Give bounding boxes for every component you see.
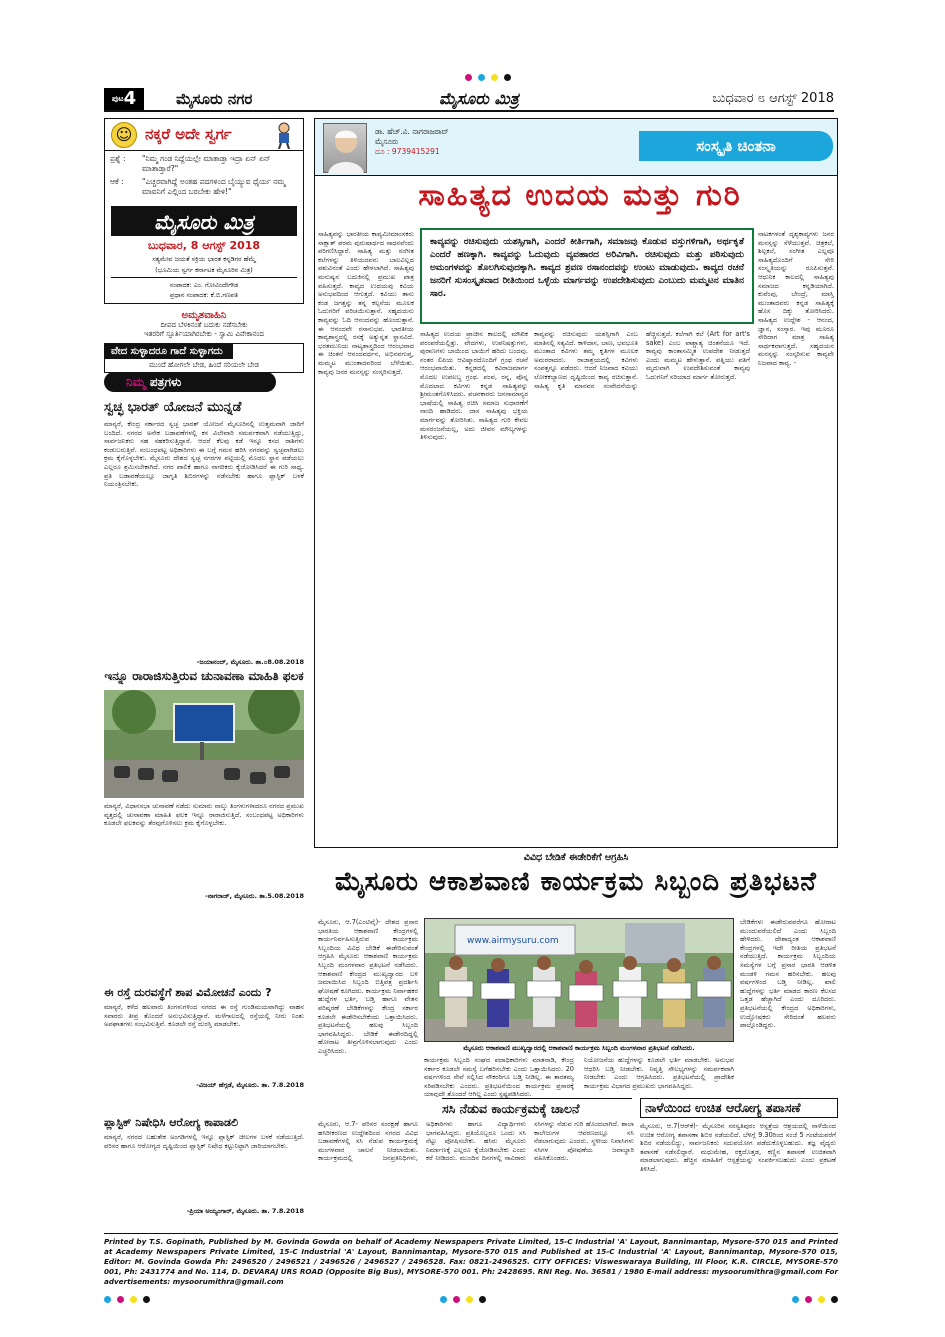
letter-4 (104, 1116, 304, 1216)
proverb-text: ಮುಂದೆ ಹೋಗಲೇ ಬೇಡ, ಹಿಂದೆ ಸರಿಯಲೇ ಬೇಡ (149, 361, 259, 369)
laughing-face-icon: ☺ (111, 122, 137, 148)
strike-title: ಮೈಸೂರು ಆಕಾಶವಾಣಿ ಕಾರ್ಯಕ್ರಮ ಸಿಬ್ಬಂದಿ ಪ್ರತಿಭಟನೆ (335, 867, 817, 897)
letter-4-body: ಮಾನ್ಯರೆ, ನಗರದ ಬಹುತೇಕ ಅಂಗಡಿಗಳಲ್ಲಿ ಇನ್ನೂ ಪ್ಲಾಸ್ಟಿಕ್ ಚೀಲಗಳ ಬಳಕೆ ನಡೆಯುತ್ತಿದೆ. ಪರಿಸರ ಹಾಗೂ ಆರೋಗ್ಯದ ದೃಷ್ಟಿಯಿಂದ ಪ್ಲಾಸ್ಟಿಕ್ ನಿಷೇಧ ಕಟ್ಟುನಿಟ್ಟಾಗಿ ಜಾರಿಯಾಗಬೇಕು. (104, 1133, 304, 1150)
masthead-tagline-2: (ಭೂಮಿಯ ಸ್ವರ್ಗ ಕರ್ನಾಟಕ ಮೈಸೂರಿನ ಮಿತ್ರ) (155, 266, 253, 274)
author-name: ಡಾ. ಹೆಚ್.ವಿ. ನಾಗರಾಜರಾವ್ (375, 127, 449, 136)
masthead-small: ಮೈಸೂರು ಮಿತ್ರ (439, 89, 519, 108)
article-pull-quote: ಕಾವ್ಯವನ್ನು ರಚಿಸುವುದು ಯಶಸ್ಸಿಗಾಗಿ, ಎಂದರೆ ಕೀರ್ತಿಗಾಗಿ, ಸಮಾಜವು ಕೊಡುವ ವಸ್ತುಗಳಿಗಾಗಿ, ಅರ್ಥಕೃತೆ ಎಂದರೆ ಹಣಕ್ಕಾಗಿ. ಕಾವ್ಯವನ್ನು ಓದುವುದು ವ್ಯವಹಾರದ ಅರಿವಿಗಾಗಿ. ರಚಿಸುವುದು ಮತ್ತು ಪಠಿಸುವುದು ಅಮಂಗಳವನ್ನು ತೊಲಗಿಸುವುದಕ್ಕಾಗಿ. ಕಾವ್ಯದ ಶ್ರವಣ ರಸಾನಂದವನ್ನು ಉಂಟು ಮಾಡುವುದು. ಕಾವ್ಯದ ರಚನೆ ಜನರಿಗೆ ಸುಸಂಸ್ಕೃತವಾದ ರೀತಿಯಿಂದ ಒಳ್ಳೆಯ ಮಾರ್ಗವನ್ನು ಉಪದೇಶಿಸುವುದು ಎಂಬುದು ಮಮ್ಮಟನ ಮಾತಿನ ಸಾರ. (420, 228, 754, 324)
registration-marks-bottom-right (792, 1296, 838, 1303)
nale-body: ಮೈಸೂರು, ಆ.7(ಆರ್‌ಕೆ)- ಮೈಸೂರಿನ ಸರಸ್ವತಿಪುರಂ ಆಸ್ಪತ್ರೆಯ ಆಶ್ರಯದಲ್ಲಿ ನಾಳೆಯಿಂದ ಉಚಿತ ಆರೋಗ್ಯ ತಪಾಸಣಾ ಶಿಬಿರ ನಡೆಯಲಿದೆ. ಬೆಳಿಗ್ಗೆ 9.30ರಿಂದ ಸಂಜೆ 5 ಗಂಟೆಯವರೆಗೆ ಶಿಬಿರ ನಡೆಯಲಿದ್ದು, ಸಾರ್ವಜನಿಕರು ಸದುಪಯೋಗ ಪಡೆದುಕೊಳ್ಳಬಹುದು. ತಜ್ಞ ವೈದ್ಯರು ತಪಾಸಣೆ ನಡೆಸಲಿದ್ದಾರೆ. ಮಧುಮೇಹ, ರಕ್ತದೊತ್ತಡ, ಕಣ್ಣಿನ ತಪಾಸಣೆ ಉಚಿತವಾಗಿ ಮಾಡಲಾಗುವುದು. ಹೆಚ್ಚಿನ ಮಾಹಿತಿಗೆ ಆಸ್ಪತ್ರೆಯನ್ನು ಸಂಪರ್ಕಿಸಬಹುದು ಎಂದು ಪ್ರಕಟಣೆ ತಿಳಿಸಿದೆ. (640, 1122, 836, 1173)
strike-below-2: ನಿಯೋಜನೆಯ ಹುದ್ದೆಗಳನ್ನು ಕೂಡಲೇ ಭರ್ತಿ ಮಾಡಬೇಕು. ಅನುಭವ ಆಧರಿಸಿ ಬಡ್ತಿ ನೀಡಬೇಕು. ನಿವೃತ್ತಿ ಸೌಲಭ್ಯಗಳನ್ನು ಸಮರ್ಪಕವಾಗಿ ನೀಡಬೇಕು ಎಂದು ಆಗ್ರಹಿಸಿದರು. ಪ್ರತಿಭಟನೆಯಲ್ಲಿ ಪ್ರಾದೇಶಿಕ ಕಾರ್ಯಕ್ರಮ ವಿಭಾಗದ ಪ್ರಮುಖರು ಭಾಗವಹಿಸಿದ್ದರು. (584, 1056, 734, 1090)
strike-photo (424, 918, 734, 1042)
letter-4-title: ಪ್ಲಾಸ್ಟಿಕ್ ನಿಷೇಧಿಸಿ ಆರೋಗ್ಯ ಕಾಪಾಡಲಿ (104, 1116, 238, 1129)
author-phone: ದೂ : 9739415291 (375, 147, 440, 156)
strike-headline-band (314, 850, 838, 914)
amrtavahini-box (104, 310, 304, 339)
nakkare-title: ನಕ್ಕರೆ ಅದೇ ಸ್ವರ್ಗ (145, 125, 232, 143)
proverb-title: ವೇದ ಸುಳ್ಳಾದರೂ ಗಾದೆ ಸುಳ್ಳಾಗದು (105, 344, 233, 359)
answer-label: ಆಕೆ : (110, 177, 124, 186)
article-col-2: ಸಾಹಿತ್ಯದ ಉದಯ ಪ್ರಾಚೀನ ಕಾಲದಲ್ಲಿ ಮೌಖಿಕ ಪರಂಪರೆಯಲ್ಲಿತ್ತು. ವೇದಗಳು, ಉಪನಿಷತ್ತುಗಳು, ಪುರಾಣಗಳು ಬಾಯಿಂದ ಬಾಯಿಗೆ ಹರಿದು ಬಂದವು. ನಂತರ ಲಿಪಿಯ ಆವಿಷ್ಕಾರದೊಂದಿಗೆ ಗ್ರಂಥ ರಚನೆ ಆರಂಭವಾಯಿತು. ಕನ್ನಡದಲ್ಲಿ ಕವಿರಾಜಮಾರ್ಗ ಮೊದಲ ಉಪಲಬ್ಧ ಗ್ರಂಥ. ಪಂಪ, ರನ್ನ, ಪೊನ್ನ ಮೊದಲಾದ ಕವಿಗಳು ಕನ್ನಡ ಸಾಹಿತ್ಯವನ್ನು ಶ್ರೀಮಂತಗೊಳಿಸಿದರು. ವಚನಕಾರರು ಜನಸಾಮಾನ್ಯರ ಭಾಷೆಯಲ್ಲಿ ಸಾಹಿತ್ಯ ರಚಿಸಿ ಸಮಾಜ ಸುಧಾರಣೆಗೆ ನಾಂದಿ ಹಾಡಿದರು. ದಾಸ ಸಾಹಿತ್ಯವು ಭಕ್ತಿಯ ಮಾರ್ಗವನ್ನು ತೋರಿಸಿತು. ಸಾಹಿತ್ಯದ ಗುರಿ ಕೇವಲ ಮನರಂಜನೆಯಲ್ಲ, ಅದು ಜೀವನ ಮೌಲ್ಯಗಳನ್ನು ತಿಳಿಸುವುದು. (420, 330, 528, 442)
letter-1-body: ಮಾನ್ಯರೆ, ಕೇಂದ್ರ ಸರ್ಕಾರದ ಸ್ವಚ್ಛ ಭಾರತ್ ಯೋಜನೆ ಮೈಸೂರಿನಲ್ಲಿ ಉತ್ತಮವಾಗಿ ಜಾರಿಗೆ ಬಂದಿದೆ. ನಗರದ ಅನೇಕ ಬಡಾವಣೆಗಳಲ್ಲಿ ಕಸ ವಿಲೇವಾರಿ ಸಮರ್ಪಕವಾಗಿ ನಡೆಯುತ್ತಿದ್ದು, ಸಾರ್ವಜನಿಕರು ಸಹ ಸಹಕರಿಸುತ್ತಿದ್ದಾರೆ. ಆದರೆ ಕೆಲವು ಕಡೆ ಇನ್ನೂ ಕಸದ ರಾಶಿಗಳು ಕಂಡುಬರುತ್ತಿವೆ. ಸಂಬಂಧಪಟ್ಟ ಅಧಿಕಾರಿಗಳು ಈ ಬಗ್ಗೆ ಗಮನ ಹರಿಸಿ ನಗರವನ್ನು ಸ್ವಚ್ಛವಾಗಿಡಲು ಕ್ರಮ ಕೈಗೊಳ್ಳಬೇಕು. ಮೈಸೂರು ದೇಶದ ಸ್ವಚ್ಛ ನಗರಗಳ ಪಟ್ಟಿಯಲ್ಲಿ ಮೊದಲ ಸ್ಥಾನ ಪಡೆಯಲು ಎಲ್ಲರೂ ಶ್ರಮಿಸಬೇಕಾಗಿದೆ. ನಗರ ಪಾಲಿಕೆ ಹಾಗೂ ನಾಗರಿಕರು ಕೈಜೋಡಿಸಿದರೆ ಈ ಗುರಿ ಸಾಧ್ಯ. ಪ್ರತಿ ಬಡಾವಣೆಯಲ್ಲೂ ಜಾಗೃತಿ ಶಿಬಿರಗಳನ್ನು ನಡೆಸಬೇಕು ಹಾಗೂ ಪ್ಲಾಸ್ಟಿಕ್ ಬಳಕೆ ನಿಯಂತ್ರಿಸಬೇಕು. (104, 420, 304, 489)
strike-kicker: ವಿವಿಧ ಬೇಡಿಕೆ ಈಡೇರಿಕೆಗೆ ಆಗ್ರಹಿಸಿ (523, 852, 629, 863)
letter-1-title: ಸ್ವಚ್ಛ ಭಾರತ್ ಯೋಜನೆ ಮುನ್ನಡೆ (104, 400, 242, 415)
article-col-1: ಸಾಹಿತ್ಯವನ್ನು ಭಾರತೀಯ ಕಾವ್ಯಮೀಮಾಂಸಕರು ಸಾಕ್ಷಾತ್ ಪರಮ ಪುರುಷಾರ್ಥದ ಸಾಧನವೆಂದು ಪರಿಗಣಿಸಿದ್ದಾರೆ. ಸಾಹಿತ್ಯ ಮತ್ತು ಸಂಗೀತ ಕಲೆಗಳನ್ನು ತಿಳಿಯದವನು ಬಾಲವಿಲ್ಲದ ಪಶುವಿನಂತೆ ಎಂದು ಹೇಳಲಾಗಿದೆ. ಸಾಹಿತ್ಯವು ಮನುಷ್ಯನ ಬದುಕಿನಲ್ಲಿ ಪ್ರಮುಖ ಪಾತ್ರ ವಹಿಸುತ್ತದೆ. ಕಾವ್ಯದ ಉದಯವು ಕವಿಯ ಅನುಭವದಿಂದ ಆಗುತ್ತದೆ. ಕವಿಯು ತಾನು ಕಂಡ ಜಗತ್ತನ್ನು ತನ್ನ ಕಲ್ಪನೆಯ ಮೂಲಕ ಓದುಗರಿಗೆ ಪರಿಚಯಿಸುತ್ತಾನೆ. ಸಹೃದಯನು ಕಾವ್ಯವನ್ನು ಓದಿ ಆನಂದವನ್ನು ಹೊಂದುತ್ತಾನೆ. ಈ ಆನಂದವೇ ರಸಾನುಭವ. ಭಾರತೀಯ ಕಾವ್ಯಶಾಸ್ತ್ರದಲ್ಲಿ ರಸಕ್ಕೆ ಅತ್ಯುನ್ನತ ಸ್ಥಾನವಿದೆ. ಭರತಮುನಿಯ ನಾಟ್ಯಶಾಸ್ತ್ರದಿಂದ ಆರಂಭವಾದ ಈ ಚಿಂತನೆ ಆನಂದವರ್ಧನ, ಅಭಿನವಗುಪ್ತ, ಮಮ್ಮಟ ಮುಂತಾದವರಿಂದ ಬೆಳೆಯಿತು. ಕಾವ್ಯವು ಜನರ ಮನಸ್ಸನ್ನು ಸಂಸ್ಕರಿಸುತ್ತದೆ. (318, 230, 414, 376)
article-col-3: ಕಾವ್ಯವನ್ನು ರಚಿಸುವುದು ಯಶಸ್ಸಿಗಾಗಿ ಎಂಬ ಮಾತಿನಲ್ಲಿ ಸತ್ಯವಿದೆ. ಕಾಳಿದಾಸ, ಬಾಣ, ಭವಭೂತಿ ಮುಂತಾದ ಕವಿಗಳು ತಮ್ಮ ಕೃತಿಗಳ ಮೂಲಕ ಅಮರರಾದರು. ರಾಜಾಶ್ರಯದಲ್ಲಿ ಕವಿಗಳು ಸಂಪತ್ತನ್ನೂ ಪಡೆದರು. ಆದರೆ ನಿಜವಾದ ಕವಿಯು ಲೋಕಕಲ್ಯಾಣದ ದೃಷ್ಟಿಯಿಂದ ಕಾವ್ಯ ರಚಿಸುತ್ತಾನೆ. ಸಾಹಿತ್ಯ ಕೃತಿ ಮಾನವನ ಸಂವೇದನೆಯನ್ನು ಹೆಚ್ಚಿಸುತ್ತದೆ. ಕಲೆಗಾಗಿ ಕಲೆ (Art for art's sake) ಎಂಬ ಪಾಶ್ಚಾತ್ಯ ಚಿಂತನೆಯೂ ಇದೆ. ಕಾವ್ಯವು ಕಾಂತಾಸಮ್ಮಿತ ಉಪದೇಶ ನೀಡುತ್ತದೆ ಎಂದು ಮಮ್ಮಟ ಹೇಳುತ್ತಾನೆ. ಪತ್ನಿಯು ಪತಿಗೆ ಮೃದುವಾಗಿ ಉಪದೇಶಿಸುವಂತೆ ಕಾವ್ಯವು ಓದುಗನಿಗೆ ಸರಿಯಾದ ಮಾರ್ಗ ತೋರುತ್ತದೆ. (534, 330, 750, 390)
sasi-title: ಸಸಿ ನೆಡುವ ಕಾರ್ಯಕ್ರಮಕ್ಕೆ ಚಾಲನೆ (442, 1098, 632, 1118)
left-column (104, 118, 304, 373)
editor-line-2: ಪ್ರಧಾನ ಸಂಪಾದಕ: ಕೆ.ಬಿ.ಗಣಪತಿ (169, 291, 239, 299)
author-photo (323, 123, 367, 173)
question-text: "ನಿಮ್ಮ ಗಂಡ ನಿದ್ದೆಯಲ್ಲೇ ಮಾತಾಡ್ತಾ ಇದ್ರಾ ಏನ್ ಏನ್ ಮಾತಾಡ್ತಾರೆ?" (142, 154, 271, 173)
masthead-tagline: ಸತ್ಯಮೇವ ಜಯತೆ ಸಕ್ರಿಯ ಭಾರತ ಕನ್ನಡಿಗರ ಹೆಮ್ಮೆ (152, 255, 256, 263)
article-title: ಸಾಹಿತ್ಯದ ಉದಯ ಮತ್ತು ಗುರಿ (418, 178, 742, 213)
letter-2-title: ಇನ್ನೂ ರಾರಾಜಿಸುತ್ತಿರುವ ಚುನಾವಣಾ ಮಾಹಿತಿ ಫಲಕ (104, 669, 304, 683)
letter-3-body: ಮಾನ್ಯರೆ, ಕಳೆದ ಹಲವಾರು ತಿಂಗಳುಗಳಿಂದ ನಗರದ ಈ ರಸ್ತೆ ಗುಂಡಿಮಯವಾಗಿದ್ದು ವಾಹನ ಸವಾರರು ತೀವ್ರ ತೊಂದರೆ ಅನುಭವಿಸುತ್ತಿದ್ದಾರೆ. ಮಳೆಗಾಲದಲ್ಲಿ ರಸ್ತೆಯಲ್ಲಿ ನೀರು ನಿಂತು ಅಪಘಾತಗಳು ಸಂಭವಿಸುತ್ತಿವೆ. ಕೂಡಲೇ ರಸ್ತೆ ದುರಸ್ತಿ ಮಾಡಬೇಕು. (104, 1003, 304, 1029)
strike-below-1: ಕಾರ್ಯಕ್ರಮ ಸಿಬ್ಬಂದಿ ಸಂಘದ ಪದಾಧಿಕಾರಿಗಳು ಮಾತನಾಡಿ, ಕೇಂದ್ರ ಸರ್ಕಾರ ಕೂಡಲೇ ಸಮಸ್ಯೆ ಬಗೆಹರಿಸಬೇಕು ಎಂದು ಒತ್ತಾಯಿಸಿದರು. 20 ವರ್ಷಗಳಿಂದ ಸೇವೆ ಸಲ್ಲಿಸಿದ ನೌಕರರಿಗೂ ಬಡ್ತಿ ನೀಡಿಲ್ಲ. ಈ ತಾರತಮ್ಯ ಸರಿಪಡಿಸಬೇಕು ಎಂದರು. ಪ್ರತಿಭಟನೆಯಿಂದ ಕಾರ್ಯಕ್ರಮ ಪ್ರಸಾರಕ್ಕೆ ಯಾವುದೇ ತೊಂದರೆ ಆಗಿಲ್ಲ ಎಂದು ಸ್ಪಷ್ಟಪಡಿಸಿದರು. (424, 1056, 574, 1098)
amrtavahini-line-2: ಇತರರಿಗೆ ಸ್ಫೂರ್ತಿಯಾಗಿರಬೇಕು - ಸ್ವಾಮಿ ವಿವೇಕಾನಂದ (144, 330, 264, 338)
nale-title: ನಾಳೆಯಿಂದ ಉಚಿತ ಆರೋಗ್ಯ ತಪಾಸಣೆ (640, 1098, 838, 1118)
letter-2-body: ಮಾನ್ಯರೆ, ವಿಧಾನಸಭಾ ಚುನಾವಣೆ ನಡೆದು ಸುಮಾರು ನಾಲ್ಕು ತಿಂಗಳುಗಳಾದರೂ ನಗರದ ಪ್ರಮುಖ ವೃತ್ತದಲ್ಲಿ ಚುನಾವಣಾ ಮಾಹಿತಿ ಫಲಕ ಇನ್ನೂ ರಾರಾಜಿಸುತ್ತಿದೆ. ಸಂಬಂಧಪಟ್ಟ ಅಧಿಕಾರಿಗಳು ಕೂಡಲೇ ಫಲಕವನ್ನು ತೆರವುಗೊಳಿಸಲು ಕ್ರಮ ಕೈಗೊಳ್ಳಬೇಕು. (104, 802, 304, 828)
registration-marks-bottom-center (440, 1296, 486, 1303)
nakkare-box (104, 118, 304, 304)
letters-heading (104, 366, 304, 394)
strike-right-col: ಬೇಡಿಕೆಗಳು ಈಡೇರುವವರೆಗೂ ಹೋರಾಟ ಮುಂದುವರೆಯಲಿದೆ ಎಂದು ಸಿಬ್ಬಂದಿ ಹೇಳಿದರು. ದೇಶಾದ್ಯಂತ ಆಕಾಶವಾಣಿ ಕೇಂದ್ರಗಳಲ್ಲಿ ಇದೇ ರೀತಿಯ ಪ್ರತಿಭಟನೆ ನಡೆಯುತ್ತಿದೆ. ಕಾರ್ಯಕ್ರಮ ಸಿಬ್ಬಂದಿಯ ಸಮಸ್ಯೆಗಳ ಬಗ್ಗೆ ಪ್ರಸಾರ ಭಾರತಿ ಆಡಳಿತ ಮಂಡಳಿ ಗಮನ ಹರಿಸಬೇಕು. ಹಲವು ವರ್ಷಗಳಿಂದ ಬಡ್ತಿ ನೀಡಿಲ್ಲ. ಖಾಲಿ ಹುದ್ದೆಗಳನ್ನು ಭರ್ತಿ ಮಾಡದ ಕಾರಣ ಕೆಲಸದ ಒತ್ತಡ ಹೆಚ್ಚಾಗಿದೆ ಎಂದು ದೂರಿದರು. ಪ್ರತಿಭಟನೆಯಲ್ಲಿ ಕೇಂದ್ರದ ಅಧಿಕಾರಿಗಳು, ಉದ್ಘೋಷಕರು ಸೇರಿದಂತೆ ಹಲವರು ಪಾಲ್ಗೊಂಡಿದ್ದರು. (740, 918, 836, 1030)
column-header (314, 118, 838, 176)
page-number: 4 (123, 88, 137, 109)
imprint-footer: Printed by T.S. Gopinath, Published by M. Govinda Gowda on behalf of Academy Newspapers Private Limited, 15-C Industrial 'A' Layout, Bannimantap, Mysore-570 015 and Printed at Academy Newspapers Private Limited, 15-C Industrial 'A' Layout, Bannimantap, Mysore-570 015 and Published at 15-C Industrial 'A' Layout, Bannimantap, Mysore-570 015, Editor: M. Govinda Gowda Ph: 2496520 / 2496521 / 2496526 / 2496527 / 2496528. Fax: 0821-2496525. CITY OFFICES: Visweswaraya Building, III Floor, K.R. CIRCLE, MYSORE-570 001, Ph: 2431774 and No. 114, D. DEVARAJ URS ROAD (Opposite Big Bus), MYSORE-570 001. Ph: 2428695. RNI Reg. No. 36581 / 1980 E-mail address: mysoorumithra@gmail.com For advertisements: mysoorumithra@gmail.com (104, 1233, 838, 1287)
letter-3-title: ಈ ರಸ್ತೆ ದುರವಸ್ಥೆಗೆ ಶಾಪ ವಿಮೋಚನೆ ಎಂದು ? (104, 986, 272, 999)
section-name: ಮೈಸೂರು ನಗರ (176, 90, 253, 108)
letter-3-signature: -ವಿಜಯ್ ಹೆಗ್ಗಡೆ, ಮೈಸೂರು. ತಾ. 7.8.2018 (196, 1081, 304, 1089)
strike-photo-caption: ಮೈಸೂರು ಆಕಾಶವಾಣಿ ಮುಖ್ಯದ್ವಾರದಲ್ಲಿ ಆಕಾಶವಾಣಿ ಕಾರ್ಯಕ್ರಮ ಸಿಬ್ಬಂದಿ ಮಂಗಳವಾರ ಪ್ರತಿಭಟನೆ ನಡೆಸಿದರು. (463, 1044, 695, 1052)
letter-1-signature: -ಜಯಾನಂದ್, ಮೈಸೂರು. ತಾ.೦8.08.2018 (196, 658, 304, 666)
election-board-photo (104, 690, 304, 798)
registration-marks-bottom-left (104, 1296, 150, 1303)
letter-4-signature: -ಪ್ರಿಯಾ ಅಯ್ಯಂಗಾರ್, ಮೈಸೂರು. ತಾ. 7.8.2018 (186, 1207, 304, 1215)
amrtavahini-line-1: ದೀಪದ ಬೆಳಕಿನಂತೆ ಬದುಕು ನಡೆಸಬೇಕು (160, 321, 248, 329)
photo-sign-text: www.airmysuru.com (467, 936, 559, 946)
header-date: ಬುಧವಾರ ೮ ಆಗಸ್ಟ್ 2018 (712, 91, 834, 106)
masthead-date: ಬುಧವಾರ, 8 ಆಗಸ್ಟ್ 2018 (147, 239, 261, 252)
letter-1 (104, 400, 304, 667)
editor-line: ಸಂಪಾದಕ: ಎಂ. ಗೋವಿಂದೇಗೌಡ (169, 281, 239, 289)
amrtavahini-title: ಅಮೃತವಾಹಿನಿ (181, 310, 227, 321)
article-col-4: ನಾಟಕಗಳಂತೆ ದೃಶ್ಯಕಾವ್ಯಗಳು ಜನರ ಮನಸ್ಸನ್ನು ಸೆಳೆಯುತ್ತವೆ. ಚಿತ್ರಕಲೆ, ಶಿಲ್ಪಕಲೆ, ಸಂಗೀತ ಎಲ್ಲವೂ ಸಾಹಿತ್ಯದೊಂದಿಗೆ ಸೇರಿ ಸಂಸ್ಕೃತಿಯನ್ನು ರೂಪಿಸುತ್ತವೆ. ಆಧುನಿಕ ಕಾಲದಲ್ಲಿ ಸಾಹಿತ್ಯವು ಸಮಾಜದ ಕನ್ನಡಿಯಾಗಿದೆ. ಕುವೆಂಪು, ಬೇಂದ್ರೆ, ಮಾಸ್ತಿ ಮುಂತಾದವರು ಕನ್ನಡ ಸಾಹಿತ್ಯಕ್ಕೆ ಹೊಸ ದಿಕ್ಕು ತೋರಿಸಿದರು. ಸಾಹಿತ್ಯದ ಉದ್ದೇಶ - ಆನಂದ, ಜ್ಞಾನ, ಸಂಸ್ಕಾರ. ಇವು ಮೂರೂ ಸೇರಿದಾಗ ಮಾತ್ರ ಸಾಹಿತ್ಯ ಸಾರ್ಥಕವಾಗುತ್ತದೆ. ಸಹೃದಯನ ಮನಸ್ಸನ್ನು ಸಂಸ್ಕರಿಸುವ ಕಾವ್ಯವೇ ನಿಜವಾದ ಕಾವ್ಯ. - (758, 230, 834, 367)
page-header (104, 88, 834, 112)
column-tag: ಸಂಸ್ಕೃತಿ ಚಿಂತನಾ (639, 131, 833, 161)
letters-heading-b: ಪತ್ರಗಳು (149, 375, 182, 389)
author-city: ಮೈಸೂರು (375, 137, 399, 146)
sasi-body: ಮೈಸೂರು, ಆ.7- ಪರಿಸರ ಸಂರಕ್ಷಣೆ ಹಾಗೂ ಹಸಿರೀಕರಣದ ಉದ್ದೇಶದಿಂದ ನಗರದ ವಿವಿಧ ಬಡಾವಣೆಗಳಲ್ಲಿ ಸಸಿ ನೆಡುವ ಕಾರ್ಯಕ್ರಮಕ್ಕೆ ಮಂಗಳವಾರ ಚಾಲನೆ ನೀಡಲಾಯಿತು. ಕಾರ್ಯಕ್ರಮದಲ್ಲಿ ಜನಪ್ರತಿನಿಧಿಗಳು, ಅಧಿಕಾರಿಗಳು ಹಾಗೂ ವಿದ್ಯಾರ್ಥಿಗಳು ಭಾಗವಹಿಸಿದ್ದರು. ಪ್ರತಿಯೊಬ್ಬರೂ ಒಂದು ಸಸಿ ನೆಟ್ಟು ಪೋಷಿಸಬೇಕು. ಹಸಿರು ಮೈಸೂರು ನಿರ್ಮಾಣಕ್ಕೆ ಎಲ್ಲರೂ ಕೈಜೋಡಿಸಬೇಕು ಎಂದು ಕರೆ ನೀಡಿದರು. ಮುಂದಿನ ದಿನಗಳಲ್ಲಿ ಸಾವಿರಾರು ಸಸಿಗಳನ್ನು ನೆಡುವ ಗುರಿ ಹೊಂದಲಾಗಿದೆ. ಶಾಲಾ ಕಾಲೇಜುಗಳ ಆವರಣದಲ್ಲೂ ಸಸಿ ನೆಡಲಾಗುವುದು ಎಂದರು. ಸ್ಥಳೀಯ ನಿವಾಸಿಗಳು ಸಸಿಗಳ ಪೋಷಣೆಯ ಜವಾಬ್ದಾರಿ ವಹಿಸಿಕೊಂಡರು. (318, 1120, 634, 1163)
cartoon-figure-icon (271, 121, 297, 149)
letter-2-signature: -ನಾಗರಾಜ್, ಮೈಸೂರು. ತಾ.5.08.2018 (205, 892, 304, 900)
letter-3 (104, 986, 304, 1090)
page-number-box: $^{ಪುಟ}$4 (104, 88, 144, 110)
strike-left-col: ಮೈಸೂರು, ಆ.7(ಎಂಟಿವೈ)- ದೇಶದ ಪ್ರಸಾರ ಭಾರತಿಯ ಆಕಾಶವಾಣಿ ಕೇಂದ್ರಗಳಲ್ಲಿ ಕಾರ್ಯನಿರ್ವಹಿಸುತ್ತಿರುವ ಕಾರ್ಯಕ್ರಮ ಸಿಬ್ಬಂದಿಯ ವಿವಿಧ ಬೇಡಿಕೆ ಈಡೇರಿಸುವಂತೆ ಆಗ್ರಹಿಸಿ ಮೈಸೂರು ಆಕಾಶವಾಣಿ ಕಾರ್ಯಕ್ರಮ ಸಿಬ್ಬಂದಿ ಮಂಗಳವಾರ ಪ್ರತಿಭಟನೆ ನಡೆಸಿದರು. ಆಕಾಶವಾಣಿ ಕೇಂದ್ರದ ಮುಖ್ಯದ್ವಾರದ ಬಳಿ ಜಮಾಯಿಸಿದ ಸಿಬ್ಬಂದಿ ಬಿತ್ತಿಪತ್ರ ಪ್ರದರ್ಶಿಸಿ ಘೋಷಣೆ ಕೂಗಿದರು. ಕಾರ್ಯಕ್ರಮ ನಿರ್ವಾಹಕರ ಹುದ್ದೆಗಳ ಭರ್ತಿ, ಬಡ್ತಿ ಹಾಗೂ ವೇತನ ಪರಿಷ್ಕರಣೆ ಬೇಡಿಕೆಗಳನ್ನು ಕೇಂದ್ರ ಸರ್ಕಾರ ಕೂಡಲೇ ಈಡೇರಿಸಬೇಕೆಂದು ಒತ್ತಾಯಿಸಿದರು. ಪ್ರತಿಭಟನೆಯಲ್ಲಿ ಹಲವು ಸಿಬ್ಬಂದಿ ಭಾಗವಹಿಸಿದ್ದರು. ಬೇಡಿಕೆ ಈಡೇರದಿದ್ದಲ್ಲಿ ಹೋರಾಟ ತೀವ್ರಗೊಳಿಸಲಾಗುವುದು ಎಂದು ಎಚ್ಚರಿಸಿದರು. (318, 918, 418, 1055)
question-label: ಪ್ರಶ್ನೆ : (110, 154, 126, 163)
registration-marks-top (465, 74, 511, 81)
letter-2 (104, 668, 304, 901)
answer-text: "ಎಚ್ಚರವಾಗಿದ್ದೆ ಅಂತಹ ಪದಗಳಿಂದ ಬೈಯ್ಯುವ ಧೈರ್ಯ ನಮ್ಮ ಮಾವನಿಗೆ ಎಲ್ಲಿಂದ ಬರಬೇಕು ಹೇಳಿ!" (142, 177, 286, 196)
masthead-logo: ಮೈಸೂರು ಮಿತ್ರ (111, 206, 297, 236)
letters-heading-a: ನಿಮ್ಮ (126, 375, 146, 389)
